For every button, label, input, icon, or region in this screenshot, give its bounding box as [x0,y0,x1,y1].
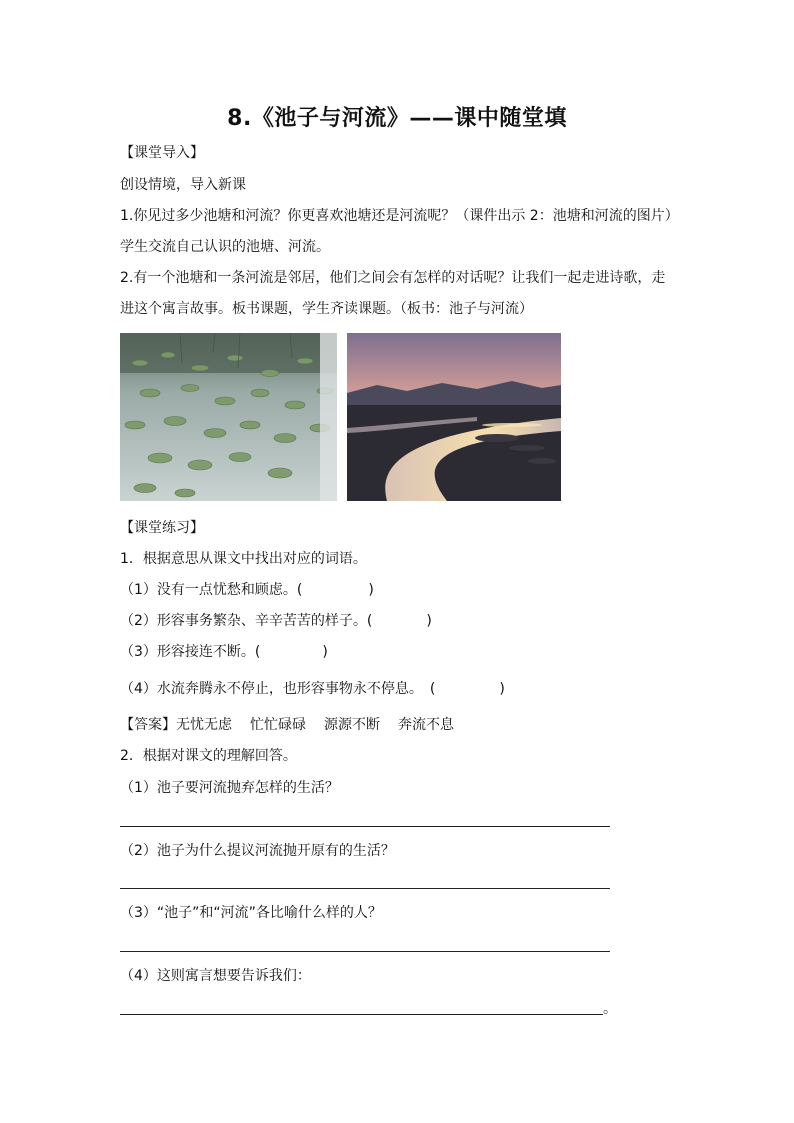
question-1-item [120,611,432,631]
answer-line [120,715,472,735]
question-1-item-text: （2）形容事务繁杂、辛辛苦苦的样子。( [120,613,373,629]
answer-line-blank[interactable] [120,888,610,889]
question-1-item-close: ) [426,613,432,629]
intro-paragraph-2: 学生交流自己认识的池塘、河流。 [120,239,330,255]
answer-line-blank[interactable] [120,1014,603,1015]
question-1-item-text: （3）形容接连不断。( [120,644,261,660]
intro-paragraph-1: 1.你见过多少池塘和河流？你更喜欢池塘还是河流呢？（课件出示 2：池塘和河流的图片） [120,208,679,224]
question-1-item-close: ) [322,644,328,660]
river-sunset-photo [347,333,561,501]
answer-label: 【答案】 [120,717,176,733]
end-period: 。 [603,1001,617,1017]
question-2-item: （2）池子为什么提议河流抛开原有的生活？ [120,843,395,859]
question-1-item-text: （4）水流奔腾永不停止，也形容事物永不停息。 ( [120,681,436,697]
question-2-item: （1）池子要河流抛弃怎样的生活？ [120,780,339,796]
answer-item: 源源不断 [324,717,380,733]
question-2-item: （3）“池子”和“河流”各比喻什么样的人？ [120,905,382,921]
intro-paragraph-3b: 进这个寓言故事。板书课题，学生齐读课题。（板书：池子与河流） [120,301,533,317]
answer-item: 忙忙碌碌 [250,717,306,733]
answer-line-blank[interactable] [120,826,610,827]
answer-item: 奔流不息 [398,717,454,733]
intro-subtitle: 创设情境，导入新课 [120,177,246,193]
question-2: 2．根据对课文的理解回答。 [120,748,297,764]
question-1-item [120,580,374,600]
question-2-item: （4）这则寓言想要告诉我们： [120,968,311,984]
question-1-item-close: ) [499,681,505,697]
section-heading-intro: 【课堂导入】 [120,145,204,161]
pond-photo [120,333,337,501]
page-title: 8.《池子与河流》——课中随堂填 [227,106,567,131]
question-1-item [120,679,505,699]
answer-item: 无忧无虑 [176,717,232,733]
question-1-item-text: （1）没有一点忧愁和顾虑。( [120,582,303,598]
section-heading-practice: 【课堂练习】 [120,520,204,536]
intro-paragraph-3a: 2.有一个池塘和一条河流是邻居，他们之间会有怎样的对话呢？让我们一起走进诗歌，走 [120,270,666,286]
question-1: 1．根据意思从课文中找出对应的词语。 [120,551,367,567]
answer-line-blank[interactable] [120,951,610,952]
question-1-item [120,642,328,662]
question-1-item-close: ) [368,582,374,598]
